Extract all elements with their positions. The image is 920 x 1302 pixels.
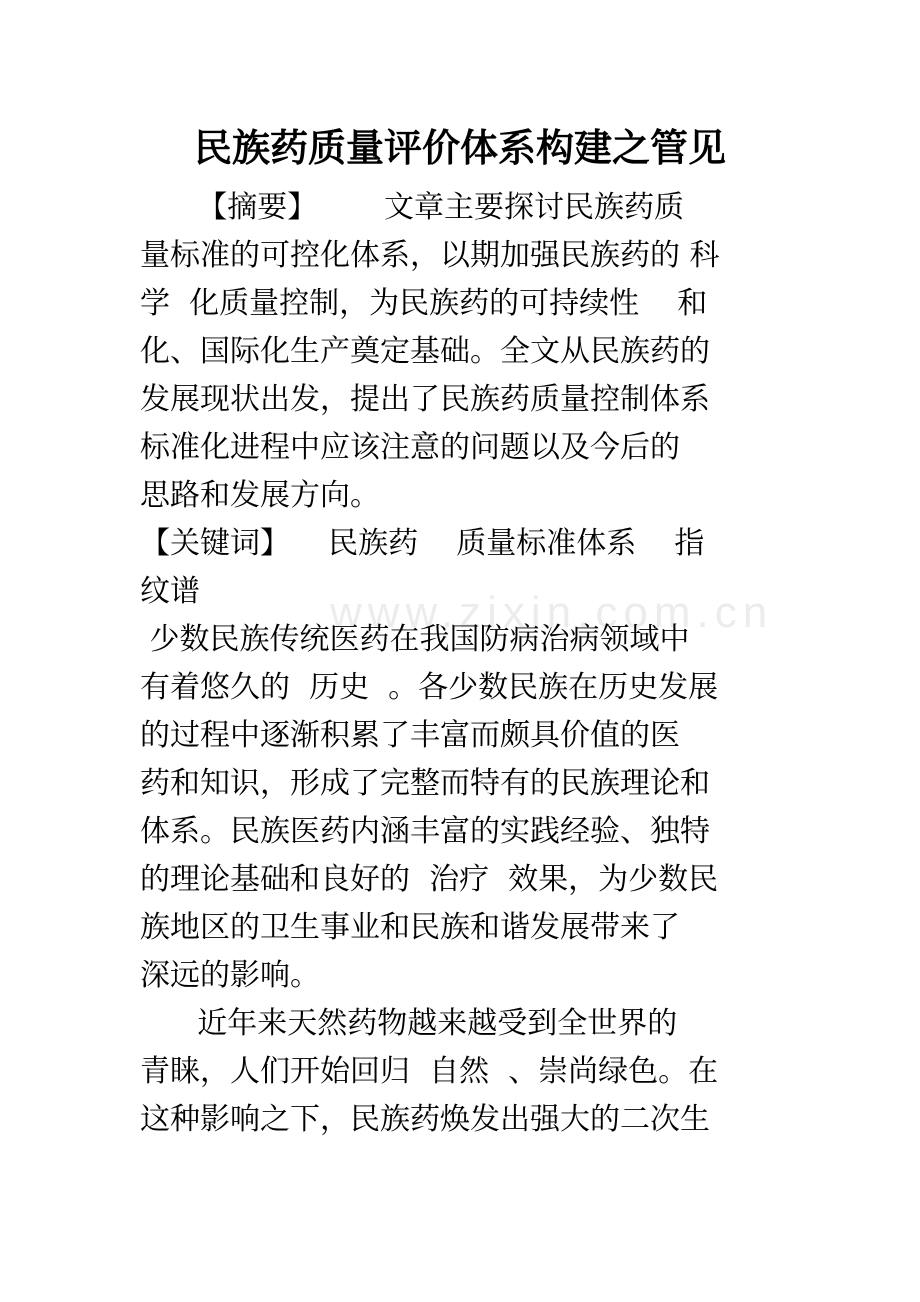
paragraph-line: 近年来天然药物越来越受到全世界的 [140, 1006, 678, 1041]
abstract-line: 【摘要】 文章主要探讨民族药质 [140, 190, 684, 225]
abstract-line: 学 化质量控制，为民族药的可持续性 和 [140, 286, 708, 321]
abstract-line: 标准化进程中应该注意的问题以及今后的 [140, 430, 680, 465]
paragraph-line: 深远的影响。 [140, 958, 320, 993]
paragraph-line: 青睐，人们开始回归 自然 、崇尚绿色。在 [140, 1054, 719, 1089]
document-body [140, 184, 790, 1144]
paragraph-line: 这种影响之下，民族药焕发出强大的二次生 [140, 1102, 710, 1137]
paragraph-line: 药和知识，形成了完整而特有的民族理论和 [140, 766, 710, 801]
paragraph-line: 少数民族传统医药在我国防病治病领域中 [140, 622, 690, 657]
abstract-line: 化、国际化生产奠定基础。全文从民族药的 [140, 334, 710, 369]
paragraph-line: 的理论基础和良好的 治疗 效果，为少数民 [140, 862, 719, 897]
paragraph-line: 族地区的卫生事业和民族和谐发展带来了 [140, 910, 680, 945]
document-title: 民族药质量评价体系构建之管见 [193, 125, 726, 170]
abstract-line: 量标准的可控化体系，以期加强民族药的 科 [140, 238, 720, 273]
paragraph-line: 体系。民族医药内涵丰富的实践经验、独特 [140, 814, 710, 849]
watermark: www.zixin.com.cn [330, 588, 774, 637]
keywords-line: 【关键词】 民族药 质量标准体系 指 [140, 526, 705, 561]
abstract-line: 思路和发展方向。 [140, 478, 380, 513]
paragraph-line: 有着悠久的 历史 。各少数民族在历史发展 [140, 670, 719, 705]
abstract-line: 发展现状出发，提出了民族药质量控制体系 [140, 382, 710, 417]
paragraph-line: 的过程中逐渐积累了丰富而颇具价值的医 [140, 718, 680, 753]
keywords-line: 纹谱 [140, 574, 200, 609]
